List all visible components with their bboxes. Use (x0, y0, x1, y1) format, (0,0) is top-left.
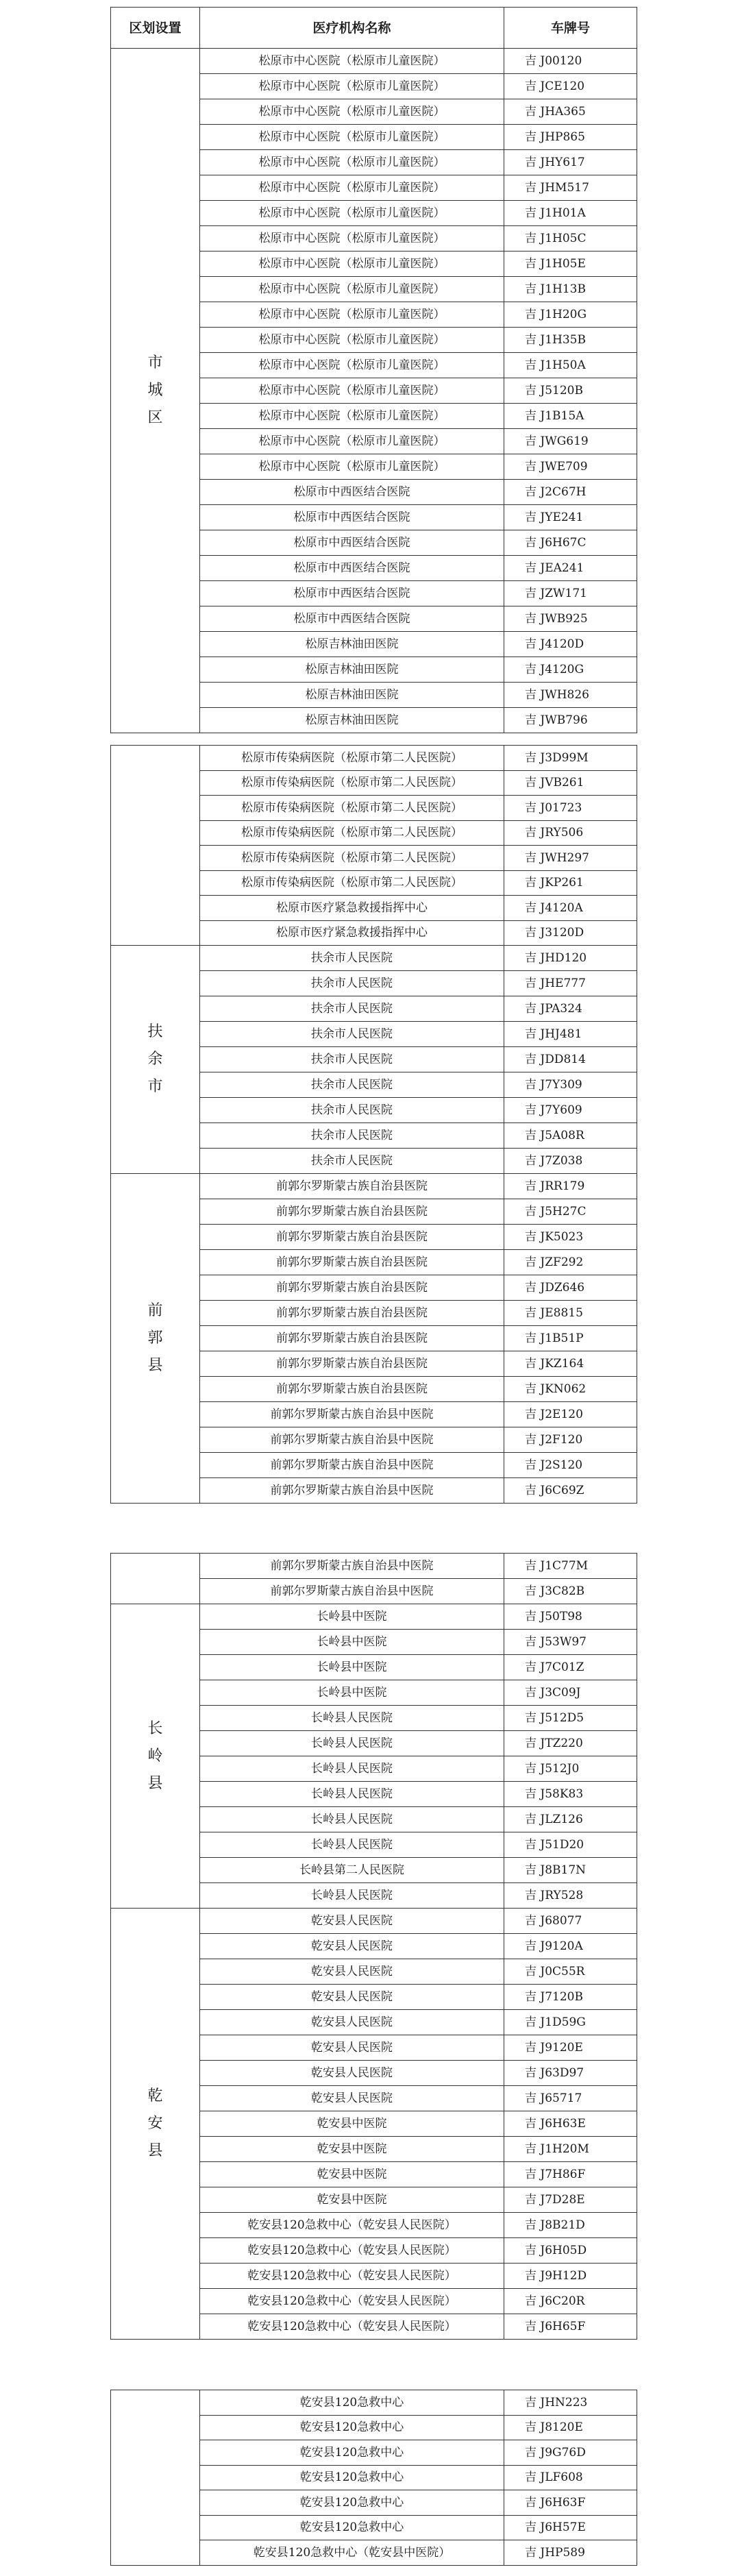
header-district: 区划设置 (111, 8, 200, 49)
plate-number-cell: 吉 J6H65F (504, 2314, 637, 2340)
plate-number-cell: 吉 J512D5 (504, 1706, 637, 1731)
plate-number-cell: 吉 J2S120 (504, 1453, 637, 1478)
institution-name-cell: 松原市中心医院（松原市儿童医院） (200, 328, 504, 353)
institution-name-cell: 前郭尔罗斯蒙古族自治县医院 (200, 1275, 504, 1301)
plate-number-cell: 吉 J7D28E (504, 2187, 637, 2213)
district-label: 前郭县 (147, 1302, 163, 1374)
institution-name-cell: 松原市中心医院（松原市儿童医院） (200, 302, 504, 328)
plate-number-cell: 吉 J6H63F (504, 2490, 637, 2516)
table-row (111, 2390, 637, 2416)
plate-number-cell: 吉 JPA324 (504, 996, 637, 1022)
institution-name-cell: 扶余市人民医院 (200, 1098, 504, 1123)
institution-name-cell: 乾安县人民医院 (200, 2086, 504, 2111)
institution-name-cell: 松原市中心医院（松原市儿童医院） (200, 252, 504, 277)
institution-name-cell: 松原市中西医结合医院 (200, 505, 504, 530)
institution-name-cell: 扶余市人民医院 (200, 1022, 504, 1047)
institution-name-cell: 前郭尔罗斯蒙古族自治县医院 (200, 1301, 504, 1326)
table-row (111, 1174, 637, 1199)
institution-name-cell: 前郭尔罗斯蒙古族自治县医院 (200, 1326, 504, 1351)
plate-number-cell: 吉 JZW171 (504, 581, 637, 606)
plate-number-cell: 吉 JHE777 (504, 971, 637, 996)
table-row (111, 946, 637, 971)
institution-name-cell: 松原市中心医院（松原市儿童医院） (200, 353, 504, 378)
plate-number-cell: 吉 J58K83 (504, 1782, 637, 1807)
institution-name-cell: 长岭县人民医院 (200, 1756, 504, 1782)
plate-number-cell: 吉 J5H27C (504, 1199, 637, 1225)
institution-name-cell: 松原市中心医院（松原市儿童医院） (200, 74, 504, 99)
institution-name-cell: 前郭尔罗斯蒙古族自治县医院 (200, 1199, 504, 1225)
plate-number-cell: 吉 J9H12D (504, 2264, 637, 2289)
plate-number-cell: 吉 JRR179 (504, 1174, 637, 1199)
plate-number-cell: 吉 JE8815 (504, 1301, 637, 1326)
plate-number-cell: 吉 J1H05E (504, 252, 637, 277)
plate-number-cell: 吉 J5A08R (504, 1123, 637, 1149)
institution-name-cell: 松原市传染病医院（松原市第二人民医院） (200, 846, 504, 871)
plate-number-cell: 吉 JWH826 (504, 683, 637, 708)
table-row (111, 1604, 637, 1630)
district-cell (111, 1604, 200, 1909)
institution-name-cell: 乾安县人民医院 (200, 2061, 504, 2086)
plate-number-cell: 吉 J0C55R (504, 1959, 637, 1985)
plate-number-cell: 吉 JEA241 (504, 556, 637, 581)
institution-name-cell: 乾安县120急救中心 (200, 2415, 504, 2440)
plate-number-cell: 吉 J9G76D (504, 2440, 637, 2466)
institution-name-cell: 乾安县人民医院 (200, 1959, 504, 1985)
institution-name-cell: 松原市中心医院（松原市儿童医院） (200, 175, 504, 201)
plate-number-cell: 吉 J1B51P (504, 1326, 637, 1351)
institution-name-cell: 长岭县中医院 (200, 1680, 504, 1706)
institution-name-cell: 前郭尔罗斯蒙古族自治县医院 (200, 1225, 504, 1250)
institution-name-cell: 松原市中心医院（松原市儿童医院） (200, 378, 504, 404)
table-part-3 (110, 1553, 637, 2340)
institution-name-cell: 松原市中西医结合医院 (200, 581, 504, 606)
plate-number-cell: 吉 J6C20R (504, 2289, 637, 2314)
district-label: 长岭县 (147, 1719, 163, 1792)
institution-name-cell: 乾安县人民医院 (200, 2035, 504, 2061)
district-cell (111, 746, 200, 946)
plate-number-cell: 吉 J1H13B (504, 277, 637, 302)
institution-name-cell: 松原市传染病医院（松原市第二人民医院） (200, 820, 504, 846)
institution-name-cell: 前郭尔罗斯蒙古族自治县中医院 (200, 1402, 504, 1427)
district-label: 市城区 (147, 354, 163, 426)
plate-number-cell: 吉 J3D99M (504, 746, 637, 771)
plate-number-cell: 吉 J3C82B (504, 1579, 637, 1604)
institution-name-cell: 乾安县中医院 (200, 2137, 504, 2162)
plate-number-cell: 吉 JRY528 (504, 1883, 637, 1909)
plate-number-cell: 吉 J6H67C (504, 530, 637, 556)
plate-number-cell: 吉 JCE120 (504, 74, 637, 99)
institution-name-cell: 前郭尔罗斯蒙古族自治县医院 (200, 1377, 504, 1402)
institution-name-cell: 扶余市人民医院 (200, 946, 504, 971)
plate-number-cell: 吉 J9120A (504, 1934, 637, 1959)
institution-name-cell: 乾安县120急救中心（乾安县人民医院） (200, 2289, 504, 2314)
plate-number-cell: 吉 J68077 (504, 1909, 637, 1934)
header-plate: 车牌号 (504, 8, 637, 49)
district-cell (111, 1174, 200, 1504)
plate-number-cell: 吉 JRY506 (504, 820, 637, 846)
institution-name-cell: 乾安县120急救中心 (200, 2390, 504, 2416)
plate-number-cell: 吉 J6H63E (504, 2111, 637, 2137)
institution-name-cell: 松原市传染病医院（松原市第二人民医院） (200, 870, 504, 896)
institution-name-cell: 松原市中心医院（松原市儿童医院） (200, 125, 504, 150)
plate-number-cell: 吉 J4120G (504, 657, 637, 683)
plate-number-cell: 吉 J7Y309 (504, 1072, 637, 1098)
institution-name-cell: 松原市传染病医院（松原市第二人民医院） (200, 770, 504, 796)
district-label: 扶余市 (147, 1023, 163, 1095)
plate-number-cell: 吉 J1H35B (504, 328, 637, 353)
institution-name-cell: 乾安县120急救中心（乾安县中医院） (200, 2540, 504, 2566)
plate-number-cell: 吉 JKN062 (504, 1377, 637, 1402)
institution-name-cell: 松原市传染病医院（松原市第二人民医院） (200, 746, 504, 771)
district-cell (111, 1554, 200, 1604)
institution-name-cell: 扶余市人民医院 (200, 1072, 504, 1098)
institution-name-cell: 松原吉林油田医院 (200, 708, 504, 733)
header-name: 医疗机构名称 (200, 8, 504, 49)
table-row (111, 49, 637, 74)
institution-name-cell: 长岭县人民医院 (200, 1731, 504, 1756)
plate-number-cell: 吉 J63D97 (504, 2061, 637, 2086)
plate-number-cell: 吉 JK5023 (504, 1225, 637, 1250)
plate-number-cell: 吉 JWH297 (504, 846, 637, 871)
institution-name-cell: 乾安县中医院 (200, 2162, 504, 2187)
plate-number-cell: 吉 J6H05D (504, 2238, 637, 2264)
plate-number-cell: 吉 J8120E (504, 2415, 637, 2440)
plate-number-cell: 吉 J65717 (504, 2086, 637, 2111)
plate-number-cell: 吉 JHY617 (504, 150, 637, 175)
plate-number-cell: 吉 J51D20 (504, 1832, 637, 1858)
plate-number-cell: 吉 J6H57E (504, 2515, 637, 2540)
institution-name-cell: 乾安县120急救中心（乾安县人民医院） (200, 2264, 504, 2289)
institution-name-cell: 乾安县120急救中心（乾安县人民医院） (200, 2213, 504, 2238)
institution-name-cell: 乾安县120急救中心 (200, 2515, 504, 2540)
plate-number-cell: 吉 J512J0 (504, 1756, 637, 1782)
institution-name-cell: 乾安县120急救中心 (200, 2440, 504, 2466)
institution-name-cell: 长岭县人民医院 (200, 1883, 504, 1909)
district-label: 乾安县 (147, 2087, 163, 2159)
institution-name-cell: 长岭县中医院 (200, 1630, 504, 1655)
institution-name-cell: 长岭县人民医院 (200, 1832, 504, 1858)
plate-number-cell: 吉 JHM517 (504, 175, 637, 201)
district-cell (111, 49, 200, 733)
plate-number-cell: 吉 J6C69Z (504, 1478, 637, 1504)
plate-number-cell: 吉 JVB261 (504, 770, 637, 796)
plate-number-cell: 吉 J3C09J (504, 1680, 637, 1706)
institution-name-cell: 松原市医疗紧急救援指挥中心 (200, 896, 504, 921)
table-row (111, 1909, 637, 1934)
plate-number-cell: 吉 J1H05C (504, 226, 637, 252)
institution-name-cell: 长岭县人民医院 (200, 1706, 504, 1731)
plate-number-cell: 吉 J7C01Z (504, 1655, 637, 1680)
institution-name-cell: 松原市传染病医院（松原市第二人民医院） (200, 796, 504, 821)
institution-name-cell: 乾安县人民医院 (200, 1934, 504, 1959)
plate-number-cell: 吉 J7120B (504, 1985, 637, 2010)
institution-name-cell: 乾安县120急救中心（乾安县人民医院） (200, 2238, 504, 2264)
institution-name-cell: 前郭尔罗斯蒙古族自治县中医院 (200, 1478, 504, 1504)
plate-number-cell: 吉 JLF608 (504, 2465, 637, 2490)
institution-name-cell: 扶余市人民医院 (200, 1123, 504, 1149)
institution-name-cell: 乾安县中医院 (200, 2111, 504, 2137)
plate-number-cell: 吉 J7H86F (504, 2162, 637, 2187)
institution-name-cell: 长岭县中医院 (200, 1655, 504, 1680)
plate-number-cell: 吉 J2C67H (504, 480, 637, 505)
plate-number-cell: 吉 J1C77M (504, 1554, 637, 1579)
table-part-4 (110, 2390, 637, 2566)
table-row (111, 746, 637, 771)
institution-name-cell: 松原市中心医院（松原市儿童医院） (200, 49, 504, 74)
institution-name-cell: 松原市中心医院（松原市儿童医院） (200, 404, 504, 429)
plate-number-cell: 吉 J00120 (504, 49, 637, 74)
plate-number-cell: 吉 J1H50A (504, 353, 637, 378)
district-cell (111, 2390, 200, 2566)
plate-number-cell: 吉 J8B21D (504, 2213, 637, 2238)
plate-number-cell: 吉 J1B15A (504, 404, 637, 429)
plate-number-cell: 吉 JWG619 (504, 429, 637, 454)
plate-number-cell: 吉 J9120E (504, 2035, 637, 2061)
institution-name-cell: 松原市中西医结合医院 (200, 556, 504, 581)
table-part-2 (110, 745, 637, 1504)
plate-number-cell: 吉 JHD120 (504, 946, 637, 971)
institution-name-cell: 松原市中心医院（松原市儿童医院） (200, 226, 504, 252)
plate-number-cell: 吉 JKP261 (504, 870, 637, 896)
institution-name-cell: 松原市中西医结合医院 (200, 530, 504, 556)
plate-number-cell: 吉 J01723 (504, 796, 637, 821)
institution-name-cell: 松原市中心医院（松原市儿童医院） (200, 99, 504, 125)
table-row (111, 1554, 637, 1579)
institution-name-cell: 松原吉林油田医院 (200, 657, 504, 683)
institution-name-cell: 扶余市人民医院 (200, 971, 504, 996)
institution-name-cell: 乾安县人民医院 (200, 1985, 504, 2010)
plate-number-cell: 吉 JDZ646 (504, 1275, 637, 1301)
plate-number-cell: 吉 J1D59G (504, 2010, 637, 2035)
institution-name-cell: 松原吉林油田医院 (200, 632, 504, 657)
plate-number-cell: 吉 J1H20G (504, 302, 637, 328)
plate-number-cell: 吉 JWB925 (504, 606, 637, 632)
institution-name-cell: 长岭县人民医院 (200, 1807, 504, 1832)
institution-name-cell: 长岭县第二人民医院 (200, 1858, 504, 1883)
plate-number-cell: 吉 JTZ220 (504, 1731, 637, 1756)
institution-name-cell: 前郭尔罗斯蒙古族自治县中医院 (200, 1427, 504, 1453)
institution-name-cell: 前郭尔罗斯蒙古族自治县中医院 (200, 1554, 504, 1579)
institution-name-cell: 松原市中心医院（松原市儿童医院） (200, 201, 504, 226)
plate-number-cell: 吉 JHP589 (504, 2540, 637, 2566)
plate-number-cell: 吉 J4120A (504, 896, 637, 921)
institution-name-cell: 前郭尔罗斯蒙古族自治县中医院 (200, 1453, 504, 1478)
institution-name-cell: 乾安县中医院 (200, 2187, 504, 2213)
plate-number-cell: 吉 JWE709 (504, 454, 637, 480)
plate-number-cell: 吉 J1H20M (504, 2137, 637, 2162)
institution-name-cell: 前郭尔罗斯蒙古族自治县医院 (200, 1250, 504, 1275)
plate-number-cell: 吉 JHN223 (504, 2390, 637, 2416)
plate-number-cell: 吉 JWB796 (504, 708, 637, 733)
plate-number-cell: 吉 J4120D (504, 632, 637, 657)
plate-number-cell: 吉 JDD814 (504, 1047, 637, 1072)
institution-name-cell: 乾安县120急救中心 (200, 2465, 504, 2490)
plate-number-cell: 吉 JYE241 (504, 505, 637, 530)
plate-number-cell: 吉 J53W97 (504, 1630, 637, 1655)
institution-name-cell: 前郭尔罗斯蒙古族自治县中医院 (200, 1579, 504, 1604)
institution-name-cell: 松原市中西医结合医院 (200, 480, 504, 505)
institution-name-cell: 长岭县中医院 (200, 1604, 504, 1630)
institution-name-cell: 扶余市人民医院 (200, 1047, 504, 1072)
plate-number-cell: 吉 J2F120 (504, 1427, 637, 1453)
institution-name-cell: 前郭尔罗斯蒙古族自治县医院 (200, 1351, 504, 1377)
plate-number-cell: 吉 J50T98 (504, 1604, 637, 1630)
plate-number-cell: 吉 J2E120 (504, 1402, 637, 1427)
institution-name-cell: 乾安县人民医院 (200, 1909, 504, 1934)
institution-name-cell: 松原市中心医院（松原市儿童医院） (200, 277, 504, 302)
plate-number-cell: 吉 JZF292 (504, 1250, 637, 1275)
institution-name-cell: 扶余市人民医院 (200, 996, 504, 1022)
district-cell (111, 1909, 200, 2340)
plate-number-cell: 吉 J3120D (504, 920, 637, 946)
institution-name-cell: 长岭县人民医院 (200, 1782, 504, 1807)
plate-number-cell: 吉 JLZ126 (504, 1807, 637, 1832)
plate-number-cell: 吉 JHP865 (504, 125, 637, 150)
institution-name-cell: 松原市中心医院（松原市儿童医院） (200, 429, 504, 454)
institution-name-cell: 松原市医疗紧急救援指挥中心 (200, 920, 504, 946)
institution-name-cell: 扶余市人民医院 (200, 1149, 504, 1174)
plate-number-cell: 吉 J8B17N (504, 1858, 637, 1883)
plate-number-cell: 吉 JKZ164 (504, 1351, 637, 1377)
plate-number-cell: 吉 JHA365 (504, 99, 637, 125)
institution-name-cell: 乾安县120急救中心（乾安县人民医院） (200, 2314, 504, 2340)
plate-number-cell: 吉 J7Y609 (504, 1098, 637, 1123)
plate-number-cell: 吉 J7Z038 (504, 1149, 637, 1174)
institution-name-cell: 松原吉林油田医院 (200, 683, 504, 708)
institution-name-cell: 乾安县120急救中心 (200, 2490, 504, 2516)
plate-number-cell: 吉 J1H01A (504, 201, 637, 226)
institution-name-cell: 松原市中心医院（松原市儿童医院） (200, 150, 504, 175)
institution-name-cell: 前郭尔罗斯蒙古族自治县医院 (200, 1174, 504, 1199)
district-cell (111, 946, 200, 1174)
plate-number-cell: 吉 J5120B (504, 378, 637, 404)
institution-name-cell: 松原市中心医院（松原市儿童医院） (200, 454, 504, 480)
table-part-1 (110, 7, 637, 733)
institution-name-cell: 松原市中西医结合医院 (200, 606, 504, 632)
plate-number-cell: 吉 JHJ481 (504, 1022, 637, 1047)
institution-name-cell: 乾安县人民医院 (200, 2010, 504, 2035)
